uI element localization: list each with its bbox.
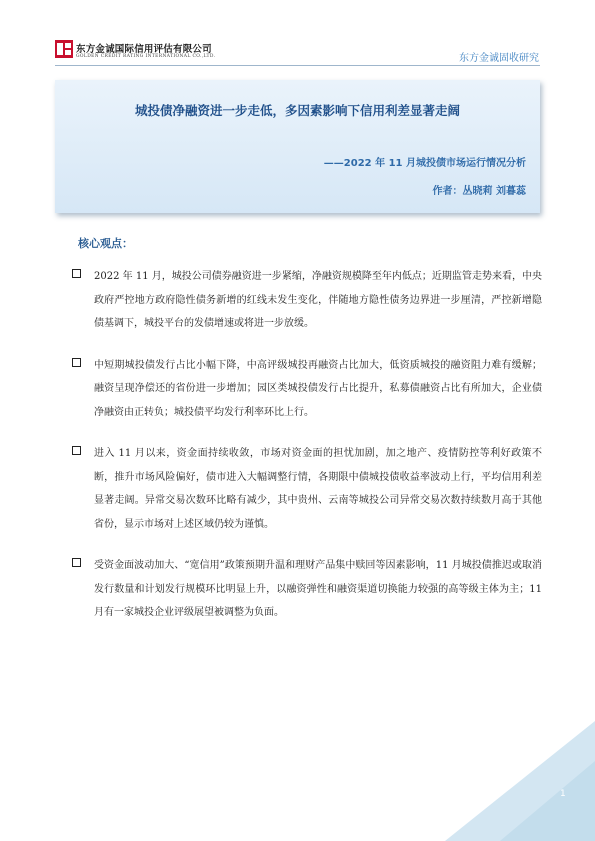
list-item: [72, 354, 542, 425]
checkbox-bullet-icon: [72, 446, 81, 455]
list-item: [72, 442, 542, 536]
report-subtitle: ——2022 年 11 月城投债市场运行情况分析: [323, 158, 526, 169]
page-number: 1: [560, 789, 566, 799]
report-title: 城投债净融资进一步走低，多因素影响下信用利差显著走阔: [134, 103, 460, 118]
company-logo-icon: [55, 40, 73, 58]
list-item: [72, 554, 542, 625]
list-item-text: 中短期城投债发行占比小幅下降，中高评级城投再融资占比加大，低资质城投的融资阻力难有缓解；融资呈现净偿还的省份进一步增加；园区类城投债发行占比提升，私募债融资占比有所加大，企业债净融资由正转负；城投债平均发行利率环比上行。: [94, 359, 542, 418]
core-views-heading: 核心观点：: [78, 237, 133, 250]
corner-decoration: [445, 721, 595, 841]
report-authors: 作者：丛晓莉 刘暮蕊: [432, 186, 526, 197]
checkbox-bullet-icon: [72, 558, 81, 567]
company-name-cn: 东方金诚国际信用评估有限公司: [76, 44, 212, 55]
research-label: 东方金诚固收研究: [459, 53, 539, 64]
list-item-text: 进入 11 月以来，资金面持续收敛，市场对资金面的担忧加剧，加之地产、疫情防控等利好政策不断，推升市场风险偏好，债市进入大幅调整行情，各期限中债城投债收益率波动上行，平均信用利差显著走阔。异常交易次数环比略有减少，其中贵州、云南等城投公司异常交易次数持续数月高于其他省份，显示市场对上述区域仍较为谨慎。: [94, 448, 542, 530]
page-header: [0, 0, 595, 66]
list-item: [72, 265, 542, 336]
checkbox-bullet-icon: [72, 269, 81, 278]
list-item-text: 受资金面波动加大、“宽信用”政策预期升温和理财产品集中赎回等因素影响，11 月城投债推迟或取消发行数量和计划发行规模环比明显上升，以融资弹性和融资渠道切换能力较强的高等级主体为主；11 月有一家城投企业评级展望被调整为负面。: [94, 560, 542, 618]
core-views-list: [72, 265, 542, 643]
company-name-en: GOLDEN CREDIT RATING INTERNATIONAL CO.,LTD.: [76, 54, 216, 59]
title-banner: [55, 80, 540, 213]
checkbox-bullet-icon: [72, 358, 81, 367]
header-divider: [55, 65, 540, 66]
list-item-text: 2022 年 11 月，城投公司债券融资进一步紧缩，净融资规模降至年内低点；近期监管走势来看，中央政府严控地方政府隐性债务新增的红线未发生变化，伴随地方隐性债务边界进一步厘清，严控新增隐债基调下，城投平台的发债增速或将进一步放缓。: [94, 271, 542, 329]
